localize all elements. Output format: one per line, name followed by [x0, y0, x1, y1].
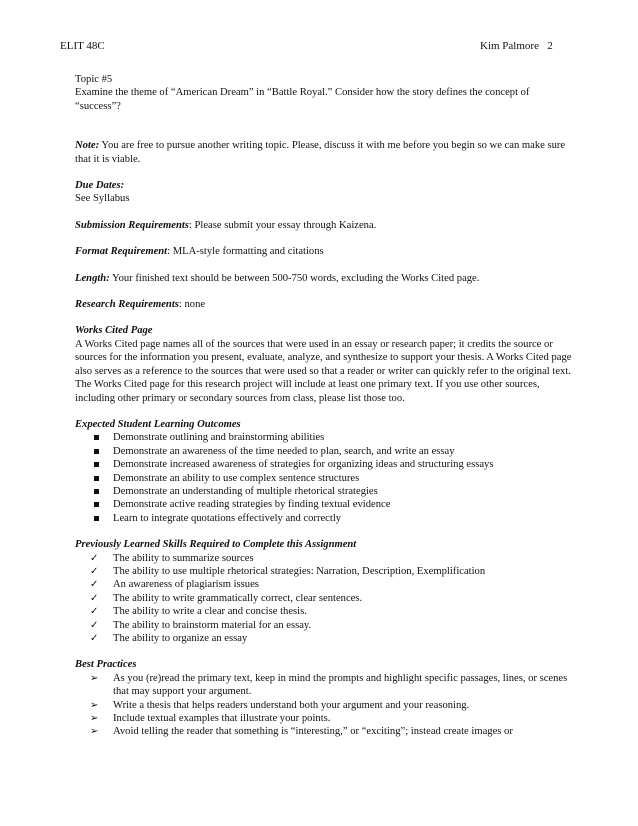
square-bullet-icon — [94, 435, 99, 440]
header-course: ELIT 48C — [60, 40, 105, 52]
outcomes-label: Expected Student Learning Outcomes — [75, 418, 241, 430]
submission-text: : Please submit your essay through Kaizena. — [188, 219, 377, 231]
list-item: Demonstrate outlining and brainstorming abilities — [75, 431, 575, 444]
length-text: Your finished text should be between 500-750 words, excluding the Works Cited page. — [109, 272, 480, 284]
checkmark-icon: ✓ — [90, 565, 99, 577]
list-item: ➢ Avoid telling the reader that something is “interesting,” or “exciting”; instead create images or — [90, 726, 513, 738]
research-label: Research Requirements — [75, 299, 179, 311]
list-item: ➢ Write a thesis that helps readers understand both your argument and your reasoning. — [90, 699, 470, 711]
arrowhead-bullet-icon: ➢ — [90, 672, 99, 684]
list-item: Demonstrate increased awareness of strategies for organizing ideas and structuring essays — [75, 458, 575, 471]
checkmark-icon: ✓ — [90, 592, 99, 604]
skills-list — [75, 552, 575, 646]
format-section — [75, 245, 575, 258]
header-author — [480, 40, 553, 53]
list-item: ✓ The ability to brainstorm material for an essay. — [90, 619, 312, 631]
due-dates-text: See Syllabus — [75, 193, 130, 205]
page-number: 2 — [547, 40, 553, 52]
checkmark-icon: ✓ — [90, 619, 99, 631]
list-item: Demonstrate an awareness of the time needed to plan, search, and write an essay — [75, 445, 575, 458]
due-dates-section — [75, 179, 575, 206]
square-bullet-icon — [94, 502, 99, 507]
checkmark-icon: ✓ — [90, 606, 99, 618]
best-practices-list — [75, 672, 575, 739]
topic-section — [75, 73, 575, 113]
square-bullet-icon — [94, 476, 99, 481]
length-label: Length: — [75, 272, 110, 284]
skills-label: Previously Learned Skills Required to Complete this Assignment — [75, 539, 357, 551]
works-cited-label: Works Cited Page — [75, 325, 153, 337]
checkmark-icon: ✓ — [90, 552, 99, 564]
length-section — [75, 272, 575, 285]
list-item: Demonstrate an ability to use complex sentence structures — [75, 472, 575, 485]
outcomes-list — [75, 431, 575, 525]
list-item: Demonstrate active reading strategies by finding textual evidence — [75, 498, 575, 511]
due-dates-label: Due Dates: — [75, 180, 125, 192]
list-item: ✓ The ability to summarize sources — [90, 552, 254, 564]
best-practices-label: Best Practices — [75, 659, 137, 671]
arrowhead-bullet-icon: ➢ — [90, 713, 99, 725]
list-item: ✓ An awareness of plagiarism issues — [90, 579, 259, 591]
note-section — [75, 139, 575, 166]
list-item: ✓ The ability to organize an essay — [90, 633, 248, 644]
topic-text: Examine the theme of “American Dream” in “Battle Royal.” Consider how the story defines the concept of “success”? — [75, 87, 530, 112]
arrowhead-bullet-icon: ➢ — [90, 726, 99, 738]
list-item: ➢ Include textual examples that illustrate your points. — [90, 713, 331, 725]
works-cited-section — [75, 324, 575, 404]
note-text: You are free to pursue another writing topic. Please, discuss it with me before you begin so we can make sure that it is viable. — [75, 140, 566, 165]
square-bullet-icon — [94, 516, 99, 521]
square-bullet-icon — [94, 489, 99, 494]
topic-label: Topic #5 — [75, 74, 113, 85]
list-item: ✓ The ability to write a clear and concise thesis. — [90, 606, 307, 618]
research-section — [75, 298, 575, 311]
list-item: ✓ The ability to use multiple rhetorical strategies: Narration, Description, Exemplification — [90, 565, 486, 577]
works-cited-text: A Works Cited page names all of the sources that were used in an essay or research paper; it credits the source or sources for the information you present, evaluate, analyze, and synthesize to support your thesis. A Works Cited page also serves as a reference to the sources that were used so that a reader or writer can quickly refer to the original text. The Works Cited page for this research project will include at least one primary text. If you use other sources, including other primary or secondary sources from class, please list those too. — [75, 338, 572, 404]
square-bullet-icon — [94, 462, 99, 467]
list-item: Demonstrate an understanding of multiple rhetorical strategies — [75, 485, 575, 498]
format-text: : MLA-style formatting and citations — [167, 246, 324, 258]
arrowhead-bullet-icon: ➢ — [90, 699, 99, 711]
square-bullet-icon — [94, 449, 99, 454]
research-text: : none — [178, 299, 206, 311]
best-practices-section — [75, 658, 575, 738]
checkmark-icon: ✓ — [90, 579, 99, 591]
list-item: ✓ The ability to write grammatically correct, clear sentences. — [90, 592, 363, 604]
document-body — [75, 73, 575, 752]
note-label: Note: — [75, 140, 100, 152]
format-label: Format Requirement — [75, 246, 168, 258]
checkmark-icon: ✓ — [90, 633, 99, 644]
list-item: ➢ As you (re)read the primary text, keep in mind the prompts and highlight specific passages, lines, or scenes that may support your argument. — [90, 672, 568, 698]
outcomes-section — [75, 418, 575, 525]
submission-section — [75, 219, 575, 232]
author-name: Kim Palmore — [480, 40, 539, 52]
skills-section — [75, 538, 575, 645]
list-item: Learn to integrate quotations effectively and correctly — [75, 512, 575, 525]
submission-label: Submission Requirements — [75, 219, 189, 231]
